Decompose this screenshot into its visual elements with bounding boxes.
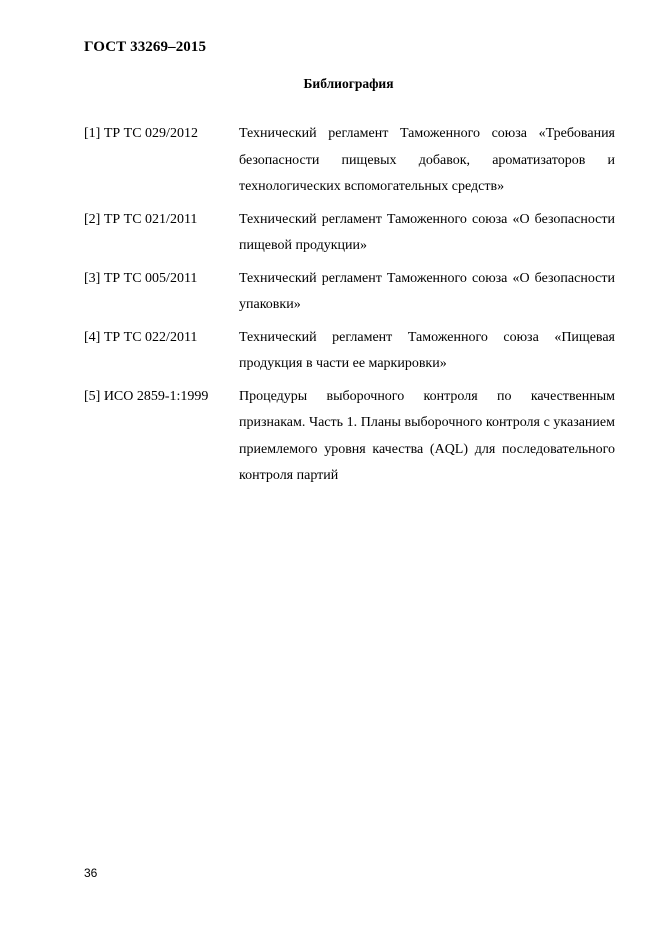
bibliography-text: Технический регламент Таможенного союза «Пищевая продукция в части ее маркировки»: [239, 329, 615, 371]
bibliography-text: Процедуры выборочного контроля по качественным признакам. Часть 1. Планы выборочного контроля с указанием приемлемого уровня качества (AQL) для последовательного контроля партий: [239, 388, 615, 483]
bibliography-entry: [84, 384, 615, 490]
bibliography-ref: [4] ТР ТС 022/2011: [84, 329, 198, 345]
bibliography-entry: [84, 207, 615, 260]
bibliography-entry: [84, 266, 615, 319]
bibliography-entry: [84, 325, 615, 378]
bibliography-text: Технический регламент Таможенного союза «О безопасности пищевой продукции»: [239, 211, 615, 253]
bibliography-list: [84, 121, 615, 496]
bibliography-ref: [5] ИСО 2859-1:1999: [84, 388, 209, 404]
bibliography-ref: [3] ТР ТС 005/2011: [84, 270, 198, 286]
bibliography-ref: [1] ТР ТС 029/2012: [84, 126, 198, 141]
bibliography-entry: [84, 121, 615, 201]
bibliography-ref: [2] ТР ТС 021/2011: [84, 211, 198, 227]
document-header: ГОСТ 33269–2015: [84, 39, 207, 55]
bibliography-text: Технический регламент Таможенного союза «Требования безопасности пищевых добавок, ароматизаторов и технологических вспомогательных средств»: [239, 126, 615, 194]
section-title: Библиография: [303, 76, 394, 91]
bibliography-text: Технический регламент Таможенного союза «О безопасности упаковки»: [239, 270, 615, 312]
page-number: 36: [84, 866, 98, 880]
